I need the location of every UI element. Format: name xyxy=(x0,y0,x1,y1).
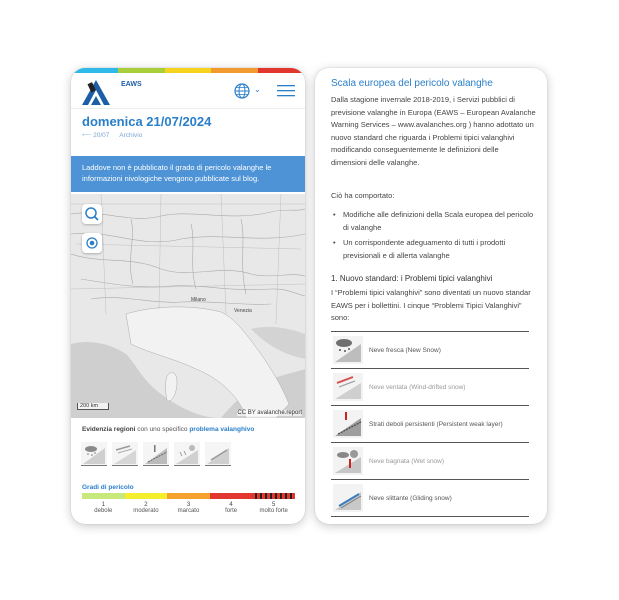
neve-ventata-icon xyxy=(333,373,363,401)
strati-deboli-icon xyxy=(143,442,169,466)
avalanche-map[interactable] xyxy=(71,194,305,418)
table-row xyxy=(331,443,529,480)
danger-level-5 xyxy=(252,493,295,514)
table-row xyxy=(331,369,529,406)
eaws-logo[interactable] xyxy=(80,77,120,107)
archive-link[interactable]: Archivio xyxy=(119,132,143,139)
problems-intro: I “Problemi tipici valanghivi” sono diventati un nuovo standar EAWS per i bollettini. I cinque “Problemi Tipici Valanghivi” sono: xyxy=(331,288,531,322)
filter-neve-bagnata[interactable] xyxy=(174,442,200,466)
problem-filter-list xyxy=(81,442,231,466)
list-item: • Modifiche alle definizioni della Scala europea del pericolo di valanghe xyxy=(331,209,536,234)
danger-scale-title: Gradi di pericolo xyxy=(82,484,134,491)
neve-bagnata-icon xyxy=(174,442,200,466)
danger-color xyxy=(210,493,253,499)
locate-button[interactable] xyxy=(82,233,102,253)
danger-level-1 xyxy=(82,493,125,514)
blog-notice-banner[interactable]: Laddove non è pubblicato il grado di pericolo valanghe le informazioni nivologiche vengono pubblicate sul blog. xyxy=(71,156,305,192)
chevron-down-icon[interactable]: ⌄ xyxy=(254,85,261,94)
article-title: Scala europea del pericolo valanghe xyxy=(331,78,493,89)
neve-ventata-icon xyxy=(112,442,138,466)
neve-fresca-icon xyxy=(333,336,363,364)
evidence-middle: con uno specifico xyxy=(135,426,190,433)
danger-label: molto forte xyxy=(259,508,288,514)
problem-label: Neve bagnata (Wet snow) xyxy=(369,457,445,465)
danger-color xyxy=(252,493,295,499)
hamburger-icon[interactable] xyxy=(277,84,295,98)
danger-level-4 xyxy=(210,493,253,514)
info-article-screen xyxy=(315,68,547,524)
neve-slittante-icon xyxy=(333,484,363,512)
strati-deboli-icon xyxy=(333,410,363,438)
danger-label: marcato xyxy=(177,508,200,514)
danger-number: 1 xyxy=(101,502,105,508)
danger-level-3 xyxy=(167,493,210,514)
danger-label: moderato xyxy=(133,508,159,514)
neve-slittante-icon xyxy=(205,442,231,466)
problem-label: Neve slittante (Gliding snow) xyxy=(369,494,452,502)
neve-fresca-icon xyxy=(81,442,107,466)
danger-color xyxy=(82,493,125,499)
list-item: • Un corrispondente adeguamento di tutti i prodotti previsionali e di allerta valanghe xyxy=(331,237,536,262)
consequence-list xyxy=(331,209,536,265)
section-heading: 1. Nuovo standard: i Problemi tipici valanghivi xyxy=(331,274,493,283)
danger-number: 4 xyxy=(229,502,233,508)
filter-neve-fresca[interactable] xyxy=(81,442,107,466)
logo-text: EAWS xyxy=(121,81,142,88)
map-label: Venezia xyxy=(234,308,252,314)
filter-strati-deboli[interactable] xyxy=(143,442,169,466)
map-attribution[interactable]: CC BY avalanche.report xyxy=(237,410,302,416)
table-row xyxy=(331,480,529,517)
danger-label: forte xyxy=(225,508,238,514)
danger-label: debole xyxy=(94,508,113,514)
danger-color xyxy=(167,493,210,499)
table-row xyxy=(331,406,529,443)
evidence-caption xyxy=(82,426,254,433)
map-label: Milano xyxy=(191,297,206,303)
danger-number: 3 xyxy=(186,502,191,508)
app-header xyxy=(71,73,305,109)
page-title: domenica 21/07/2024 xyxy=(82,114,212,129)
filter-neve-slittante[interactable] xyxy=(205,442,231,466)
intro-paragraph: Dalla stagione invernale 2018-2019, i Servizi pubblici di previsione valanghe in Europa (EAWS – European Avalanche Warning Services – www.avalanches.org ) hanno adottato un nuovo standard che riguarda i Problemi tipici valanghivi modificando conseguentemente le definizioni delle dimensioni delle valanghe. xyxy=(331,95,536,167)
map-canvas xyxy=(71,194,305,418)
consequence-intro: Ciò ha comportato: xyxy=(331,191,395,200)
problems-table xyxy=(331,331,529,517)
date-nav xyxy=(82,131,142,139)
problem-label: Neve ventata (Wind-drifted snow) xyxy=(369,383,466,391)
problem-label: Neve fresca (New Snow) xyxy=(369,346,441,354)
prev-day-link[interactable]: 20/07 xyxy=(93,132,110,139)
map-scale: 200 km xyxy=(77,403,109,410)
filter-neve-ventata[interactable] xyxy=(112,442,138,466)
location-icon xyxy=(82,233,102,253)
mobile-bulletin-screen xyxy=(71,68,305,524)
danger-number: 2 xyxy=(144,502,148,508)
danger-scale xyxy=(82,493,295,514)
evidence-bold: Evidenzia regioni xyxy=(82,426,136,433)
danger-number: 5 xyxy=(272,502,276,508)
danger-color xyxy=(125,493,168,499)
arrow-left-icon[interactable]: ⟵ xyxy=(82,132,92,139)
table-row xyxy=(331,332,529,369)
neve-bagnata-icon xyxy=(333,447,363,475)
danger-level-2 xyxy=(125,493,168,514)
search-icon xyxy=(82,204,102,224)
evidence-link[interactable]: problema valanghivo xyxy=(189,426,255,433)
search-button[interactable] xyxy=(82,204,102,224)
problem-label: Strati deboli persistenti (Persistent weak layer) xyxy=(369,420,503,428)
globe-icon[interactable] xyxy=(234,83,250,99)
